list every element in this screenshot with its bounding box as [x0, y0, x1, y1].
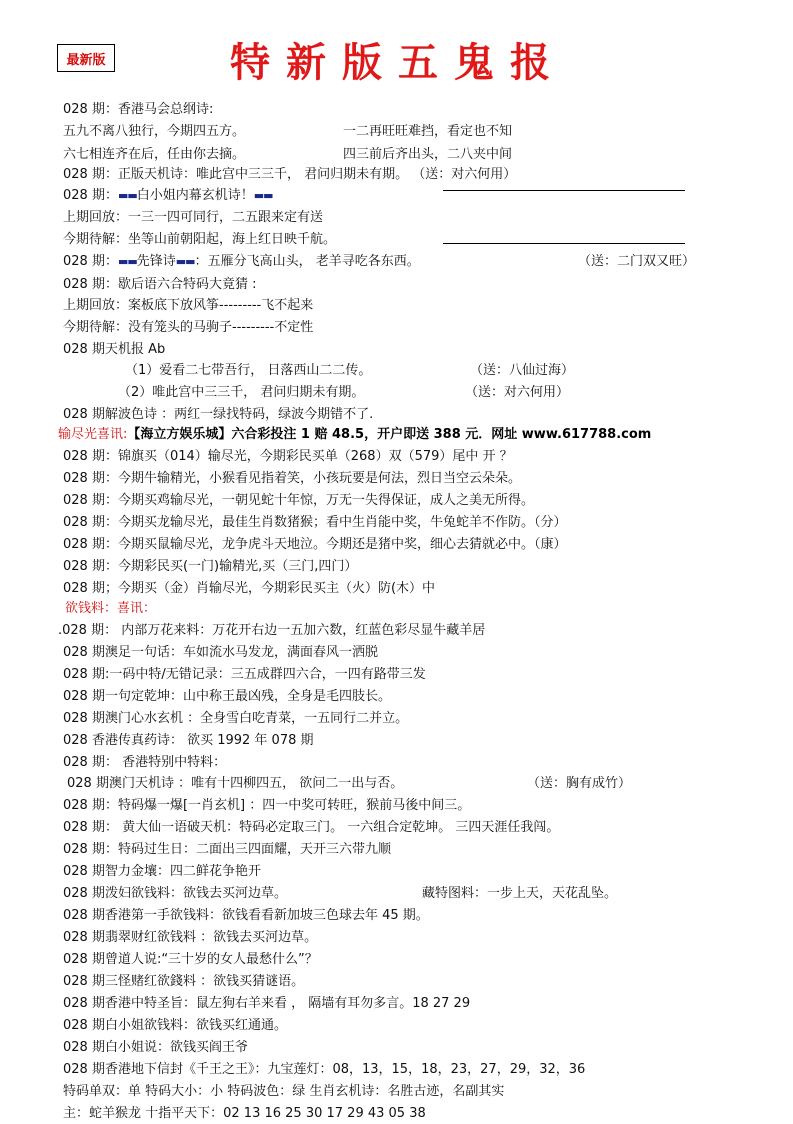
- text-line: 028 期香港第一手欲钱料：欲钱看看新加坡三色球去年 45 期。: [63, 908, 429, 923]
- text-line: 028 期：歇后语六合特码大竟猜 :: [63, 277, 257, 292]
- text-line: 028 期翡翠财红欲钱料 ：欲钱去买河边草。: [63, 930, 318, 945]
- text-line: 藏特图料：一步上天，天花乱坠。: [422, 886, 618, 901]
- text-line: 028 期：特码爆一爆[一肖玄机] ：四一中奖可转旺，猴前马後中间三。: [63, 798, 471, 813]
- text-line: 028 期：特码过生日：二面出三四面耀，天开三六带九顺: [63, 842, 391, 857]
- text-line: 六七相连齐在后，任由你去摘。: [63, 147, 246, 162]
- text-line: 028 期澳门心水玄机 ：全身雪白吃青菜，一五同行二并立。: [63, 711, 409, 726]
- text-line: 028 香港传真药诗： 欲买 1992 年 078 期: [63, 733, 314, 748]
- page-title: 特新版五鬼报: [230, 39, 566, 86]
- text-line: 028 期澳门天机诗 ：唯有十四柳四五， 欲问二一出与否。: [67, 776, 404, 791]
- black-square-pair-icon: ▬▬: [253, 189, 273, 202]
- black-square-pair-icon: ▬▬: [117, 189, 137, 202]
- text-line: [58, 425, 651, 445]
- text-line: 028 期：正版天机诗：唯此宫中三三千， 君问归期未有期。 （送：对六何用）: [63, 167, 517, 182]
- line-prefix: 028 期：: [63, 254, 118, 269]
- text-line: 028 期曾道人说:“三十岁的女人最愁什么”？: [63, 952, 318, 967]
- text-line: 028 期：今期彩民买(一门)输精光,买（三门,四门）: [63, 559, 358, 574]
- text-line: 028 期解波色诗 ：两红一绿找特码，绿波今期错不了.: [63, 407, 374, 422]
- text-line: .028 期： 内部万花来料：万花开右边一五加六数，红蓝色彩尽显牛藏羊居: [58, 623, 486, 638]
- text-line: 028 期：今期买龙输尽光，最佳生肖数猪猴；看中生肖能中奖，牛兔蛇羊不作防。（分）: [63, 515, 567, 530]
- text-line: 028 期白小姐说：欲钱买阎王爷: [63, 1040, 248, 1055]
- black-square-pair-icon: ▬▬: [175, 255, 195, 268]
- text-line: 028 期香港中特圣旨：鼠左狗右羊来看 ， 隔墙有耳勿多言。18 27 29: [63, 996, 471, 1011]
- text-line: 028 期：今期买鸡输尽光，一朝见蛇十年惊，万无一失得保证，成人之美无所得。: [63, 493, 534, 508]
- text-line: 四三前后齐出头，二八夹中间: [343, 147, 513, 162]
- text-line: [63, 186, 273, 206]
- text-line: 一二再旺旺难挡，看定也不知: [343, 124, 513, 139]
- text-line: （送：胸有成竹）: [527, 776, 632, 791]
- divider-line: [443, 190, 685, 191]
- section-heading: 输尽光喜讯:: [58, 427, 128, 442]
- text-line: 今期待解：没有笼头的马驹子---------不定性: [63, 320, 314, 335]
- text-line: 上期回放：案板底下放风筝---------飞不起来: [63, 298, 314, 313]
- text-line: 028 期香港地下信封《千王之王》：九宝莲灯：08，13，15，18，23，27，29，32，36: [63, 1062, 586, 1077]
- black-square-pair-icon: ▬▬: [117, 255, 137, 268]
- line-prefix: 028 期：: [63, 188, 118, 203]
- text-line: 主：蛇羊猴龙 十指平天下：02 13 16 25 30 17 29 43 05 38: [63, 1106, 426, 1121]
- text-line: 今期待解：坐等山前朝阳起，海上红日映千航。: [63, 232, 337, 247]
- section-heading: 欲钱料：喜讯：: [65, 601, 157, 616]
- text-line: （送：对六何用）: [465, 385, 570, 400]
- text-line: 028 期：今期买鼠输尽光，龙争虎斗天地泣。今期还是猪中奖，细心去猜就必中。（康）: [63, 537, 567, 552]
- divider-line: [443, 243, 685, 244]
- text-line: 028 期：香港马会总纲诗:: [63, 102, 214, 117]
- text-line: （送：八仙过海）: [470, 363, 575, 378]
- text-line: 028 期： 黄大仙一语破天机：特码必定取三门。 一六组合定乾坤。 三四天涯任我闯。: [63, 820, 560, 835]
- line-content: 白小姐内幕玄机诗！: [136, 188, 254, 203]
- text-line: 028 期：今期牛输精光，小猴看见指着笑，小孩玩要是何法，烈日当空云朵朵。: [63, 471, 521, 486]
- line-content: ：五雁分飞高山头， 老羊寻吃各东西。: [194, 254, 420, 269]
- text-line: 028 期白小姐欲钱料：欲钱买红通通。: [63, 1018, 287, 1033]
- text-line: 028 期智力金壤：四二鲜花争艳开: [63, 864, 261, 879]
- text-line: 028 期泼妇欲钱料：欲钱去买河边草。: [63, 886, 287, 901]
- text-line: 上期回放：一三一四可同行，二五跟来定有送: [63, 210, 324, 225]
- text-line: 028 期一句定乾坤：山中称王最凶残，全身是毛四肢长。: [63, 689, 391, 704]
- text-line: 028 期：锦旗买（014）输尽光，今期彩民买单（268）双（579）尾中 开 ？: [63, 449, 513, 464]
- text-line: （2）唯此宫中三三千， 君问归期未有期。: [118, 385, 365, 400]
- text-line: 特码单双：单 特码大小：小 特码波色：绿 生肖玄机诗：名胜古迹，名副其实: [63, 1084, 505, 1099]
- text-line: 028 期:一码中特/无错记录：三五成群四六合，一四有路带三发: [63, 667, 426, 682]
- text-line: 五九不离八独行，今期四五方。: [63, 124, 246, 139]
- text-line: （1）爱看二七带吾行， 日落西山二二传。: [125, 363, 372, 378]
- text-line: 028 期三怪赌红欲錢料 ：欲钱买猜谜语。: [63, 974, 305, 989]
- line-content: 先锋诗: [136, 254, 176, 269]
- ad-banner: 【海立方娱乐城】六合彩投注 1 赔 48.5，开户即送 388 元．网址 www.617788.com: [127, 427, 652, 442]
- text-line: （送：二门双又旺）: [578, 254, 696, 269]
- text-line: [63, 252, 420, 272]
- text-line: 028 期澳足一句话：车如流水马发龙，满面春风一洒脱: [63, 645, 378, 660]
- text-line: 028 期；今期买（金）肖输尽光，今期彩民买主（火）防(木）中: [63, 581, 436, 596]
- edition-badge: 最新版: [57, 44, 115, 72]
- text-line: 028 期： 香港特别中特料：: [63, 755, 227, 770]
- text-line: 028 期天机报 Ab: [63, 342, 166, 357]
